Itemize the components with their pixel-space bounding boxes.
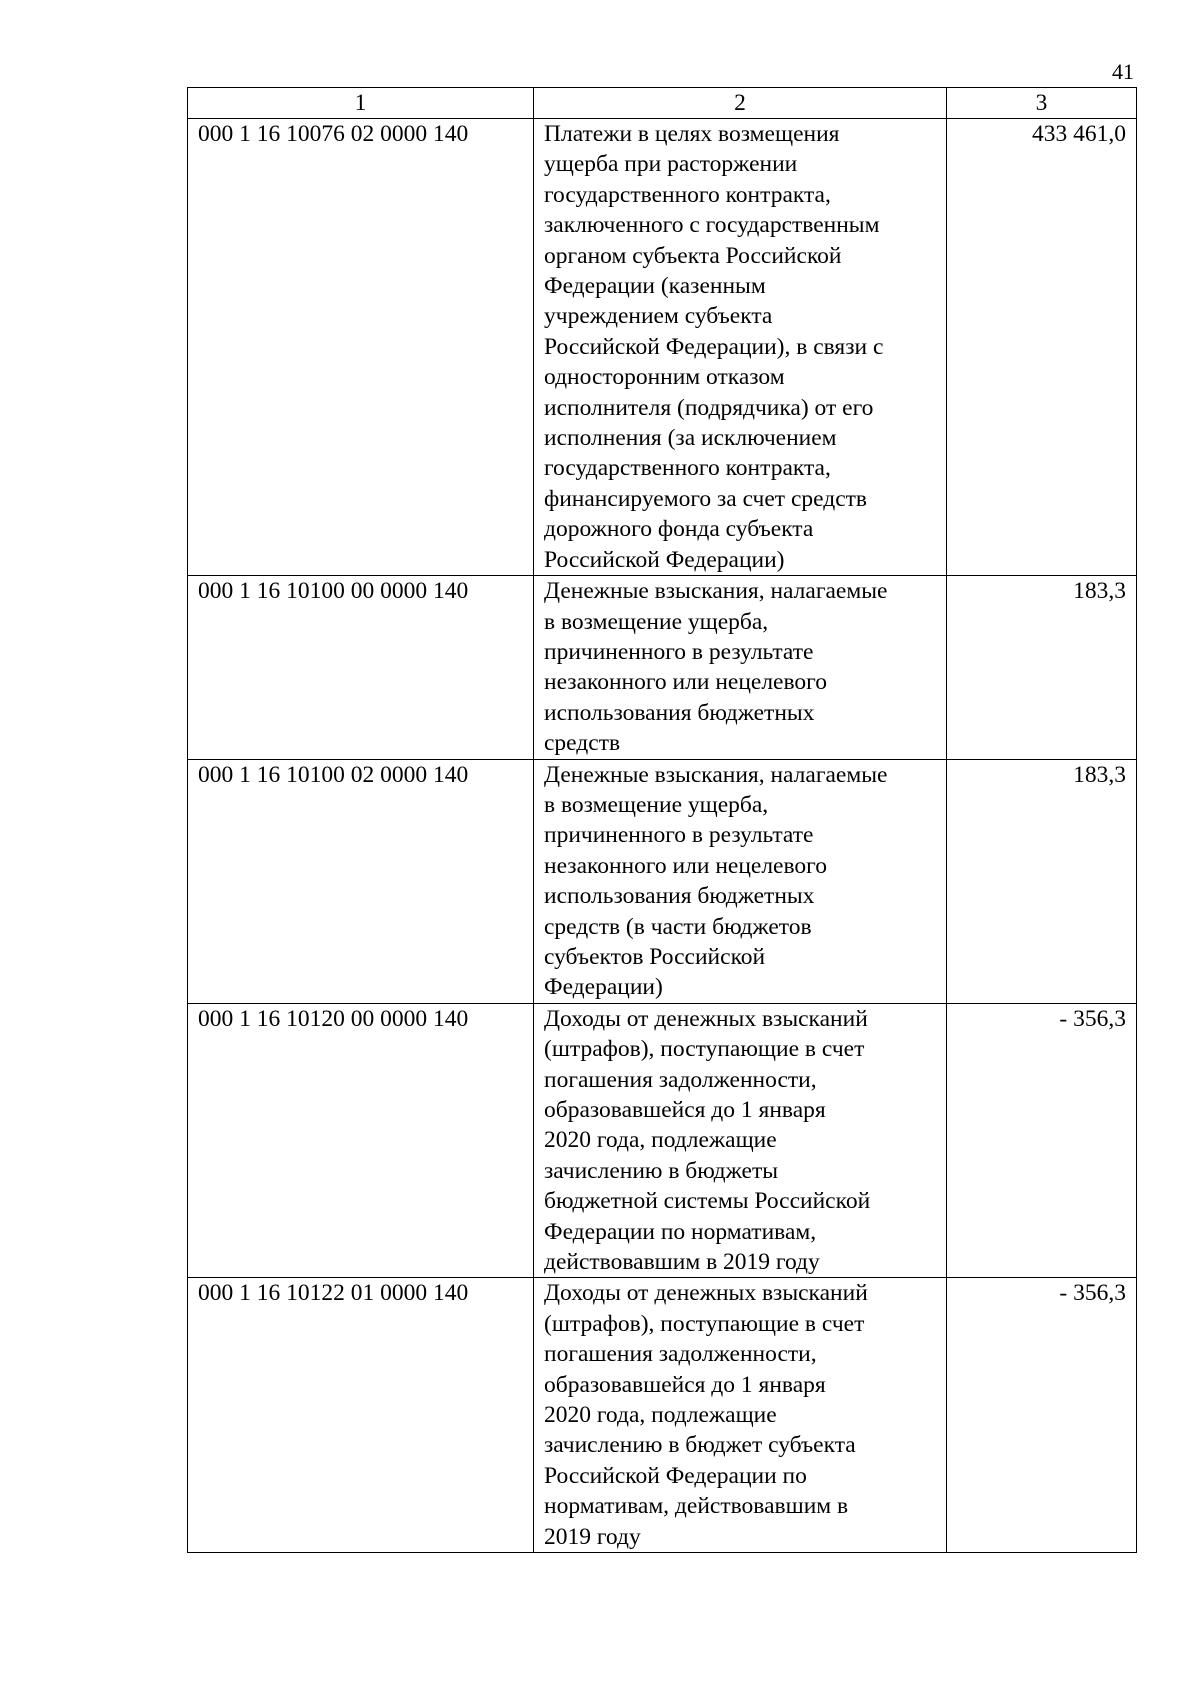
- table-row: [188, 1278, 1137, 1553]
- table-row: [188, 576, 1137, 759]
- amount-value: 433 461,0: [947, 119, 1137, 576]
- revenue-description: Денежные взыскания, налагаемые в возмещение ущерба, причиненного в результате незаконного или нецелевого использования бюджетных средств: [534, 576, 947, 759]
- column-header-description: 2: [534, 88, 947, 119]
- amount-value: - 356,3: [947, 1003, 1137, 1278]
- revenue-description: Платежи в целях возмещения ущерба при расторжении государственного контракта, заключенного с государственным органом субъекта Российской Федерации (казенным учреждением субъекта Российской Федерации), в связи с односторонним отказом исполнителя (подрядчика) от его исполнения (за исключением государственного контракта, финансируемого за счет средств дорожного фонда субъекта Российской Федерации): [534, 119, 947, 576]
- table-row: [188, 119, 1137, 576]
- column-header-code: 1: [188, 88, 534, 119]
- budget-code: 000 1 16 10120 00 0000 140: [188, 1003, 534, 1278]
- column-header-amount: 3: [947, 88, 1137, 119]
- revenue-description: Доходы от денежных взысканий (штрафов), поступающие в счет погашения задолженности, образовавшейся до 1 января 2020 года, подлежащие зачислению в бюджет субъекта Российской Федерации по нормативам, действовавшим в 2019 году: [534, 1278, 947, 1553]
- revenue-description: Доходы от денежных взысканий (штрафов), поступающие в счет погашения задолженности, образовавшейся до 1 января 2020 года, подлежащие зачислению в бюджеты бюджетной системы Российской Федерации по нормативам, действовавшим в 2019 году: [534, 1003, 947, 1278]
- amount-value: 183,3: [947, 576, 1137, 759]
- budget-code: 000 1 16 10100 02 0000 140: [188, 759, 534, 1003]
- budget-code: 000 1 16 10100 00 0000 140: [188, 576, 534, 759]
- table-header-row: [188, 88, 1137, 119]
- revenue-description: Денежные взыскания, налагаемые в возмещение ущерба, причиненного в результате незаконного или нецелевого использования бюджетных средств (в части бюджетов субъектов Российской Федерации): [534, 759, 947, 1003]
- table-row: [188, 1003, 1137, 1278]
- budget-code: 000 1 16 10122 01 0000 140: [188, 1278, 534, 1553]
- budget-code: 000 1 16 10076 02 0000 140: [188, 119, 534, 576]
- amount-value: - 356,3: [947, 1278, 1137, 1553]
- page-number: 41: [1112, 59, 1134, 84]
- table-row: [188, 759, 1137, 1003]
- amount-value: 183,3: [947, 759, 1137, 1003]
- budget-revenue-table: [187, 87, 1137, 1553]
